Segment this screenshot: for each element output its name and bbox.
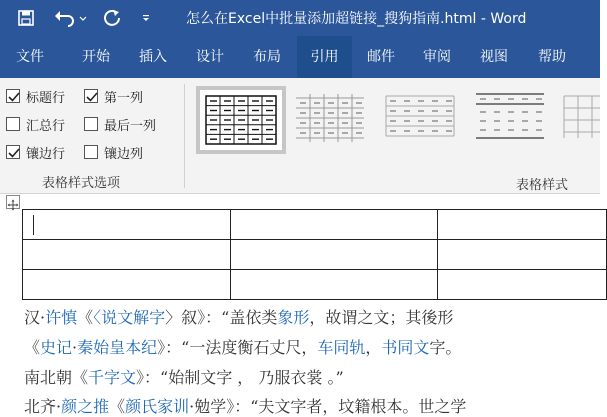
option-total-row[interactable] <box>6 114 65 134</box>
table-cell[interactable] <box>22 209 231 240</box>
table-move-handle-icon[interactable] <box>6 195 20 209</box>
redo-icon[interactable] <box>100 6 124 30</box>
text-run: 北齐· <box>24 397 62 416</box>
checkbox[interactable] <box>6 145 20 159</box>
checkbox[interactable] <box>84 117 98 131</box>
tab-view[interactable]: 视图 <box>480 49 508 65</box>
tab-home[interactable]: 开始 <box>82 49 110 65</box>
hyperlink[interactable]: 史记 <box>40 338 73 357</box>
table-style-light-grid[interactable] <box>292 88 368 148</box>
text-cursor <box>33 215 34 235</box>
option-label: 第一列 <box>104 90 144 106</box>
document-line <box>24 394 466 417</box>
table-style-header-bold[interactable] <box>472 88 548 148</box>
table-cell[interactable] <box>230 239 438 270</box>
text-run: 》：“始制文字 ， 乃服衣裳 。” <box>136 368 344 387</box>
text-run: 南北朝《 <box>24 368 89 387</box>
text-run: ，故谓之文；其後形 <box>309 308 454 327</box>
table-cell[interactable] <box>437 269 607 300</box>
table-style-partial[interactable] <box>560 88 600 148</box>
ribbon <box>0 78 600 194</box>
option-label: 最后一列 <box>104 118 157 134</box>
option-label: 标题行 <box>26 90 66 106</box>
tab-references[interactable]: 引用 <box>297 36 352 78</box>
hyperlink[interactable]: 车同轨 <box>317 338 366 357</box>
text-run: 字。 <box>429 338 462 357</box>
document-line <box>24 365 344 388</box>
group-separator <box>184 84 185 188</box>
option-label: 镶边列 <box>104 146 144 162</box>
option-last-column[interactable] <box>84 114 156 134</box>
hyperlink[interactable]: 象形 <box>277 308 310 327</box>
text-run: 《 <box>24 338 41 357</box>
table-style-grid-selected[interactable] <box>196 86 286 154</box>
ribbon-tab-bar <box>0 36 600 78</box>
table-cell[interactable] <box>22 239 231 270</box>
tab-review[interactable]: 审阅 <box>423 49 451 65</box>
tab-layout[interactable]: 布局 <box>253 49 281 65</box>
customize-qat-icon[interactable] <box>138 6 154 30</box>
table-cell[interactable] <box>437 209 607 240</box>
hyperlink[interactable]: 颜氏家训 <box>125 397 190 416</box>
text-run: ·勉学》：“夫文字者，坟籍根本。世之学 <box>189 397 467 416</box>
hyperlink[interactable]: 许慎 <box>45 308 78 327</box>
window-title: 怎么在Excel中批量添加超链接_搜狗指南.html - Word <box>186 11 527 27</box>
tab-mailings[interactable]: 邮件 <box>367 49 395 65</box>
text-run: · <box>72 338 78 357</box>
text-run: 》：“一法度衡石丈尺， <box>157 338 318 357</box>
title-bar <box>0 0 600 36</box>
tab-design[interactable]: 设计 <box>196 49 224 65</box>
table-style-options-label: 表格样式选项 <box>42 176 121 191</box>
table-cell[interactable] <box>230 269 438 300</box>
option-banded-rows[interactable] <box>6 142 65 162</box>
checkbox[interactable] <box>84 145 98 159</box>
checkbox[interactable] <box>6 117 20 131</box>
hyperlink[interactable]: 秦始皇本纪 <box>77 338 158 357</box>
text-run: 《 <box>77 308 94 327</box>
hyperlink[interactable]: 千字文 <box>88 368 137 387</box>
text-run: 《 <box>109 397 126 416</box>
hyperlink[interactable]: 颜之推 <box>61 397 110 416</box>
document-line <box>24 335 461 358</box>
option-banded-columns[interactable] <box>84 142 143 162</box>
option-first-column[interactable] <box>84 86 143 106</box>
undo-icon[interactable] <box>52 6 90 30</box>
text-run: ， <box>365 338 382 357</box>
table-style-plain[interactable] <box>382 88 458 148</box>
checkbox[interactable] <box>6 89 20 103</box>
checkbox[interactable] <box>84 89 98 103</box>
table-cell[interactable] <box>22 269 231 300</box>
document-line <box>24 305 453 328</box>
text-run: 〉叙》：“盖依类 <box>165 308 278 327</box>
save-icon[interactable] <box>14 6 38 30</box>
option-label: 汇总行 <box>26 118 66 134</box>
table-styles-label: 表格样式 <box>516 178 569 193</box>
text-run: 汉· <box>24 308 46 327</box>
option-label: 镶边行 <box>26 146 66 162</box>
tab-file[interactable]: 文件 <box>16 49 44 65</box>
hyperlink[interactable]: 书同文 <box>381 338 430 357</box>
tab-help[interactable]: 帮助 <box>538 49 566 65</box>
table-cell[interactable] <box>437 239 607 270</box>
option-header-row[interactable] <box>6 86 65 106</box>
hyperlink[interactable]: 〈说文解字 <box>93 308 166 327</box>
tab-insert[interactable]: 插入 <box>139 49 167 65</box>
table-cell[interactable] <box>230 209 438 240</box>
document-area[interactable] <box>0 195 600 416</box>
